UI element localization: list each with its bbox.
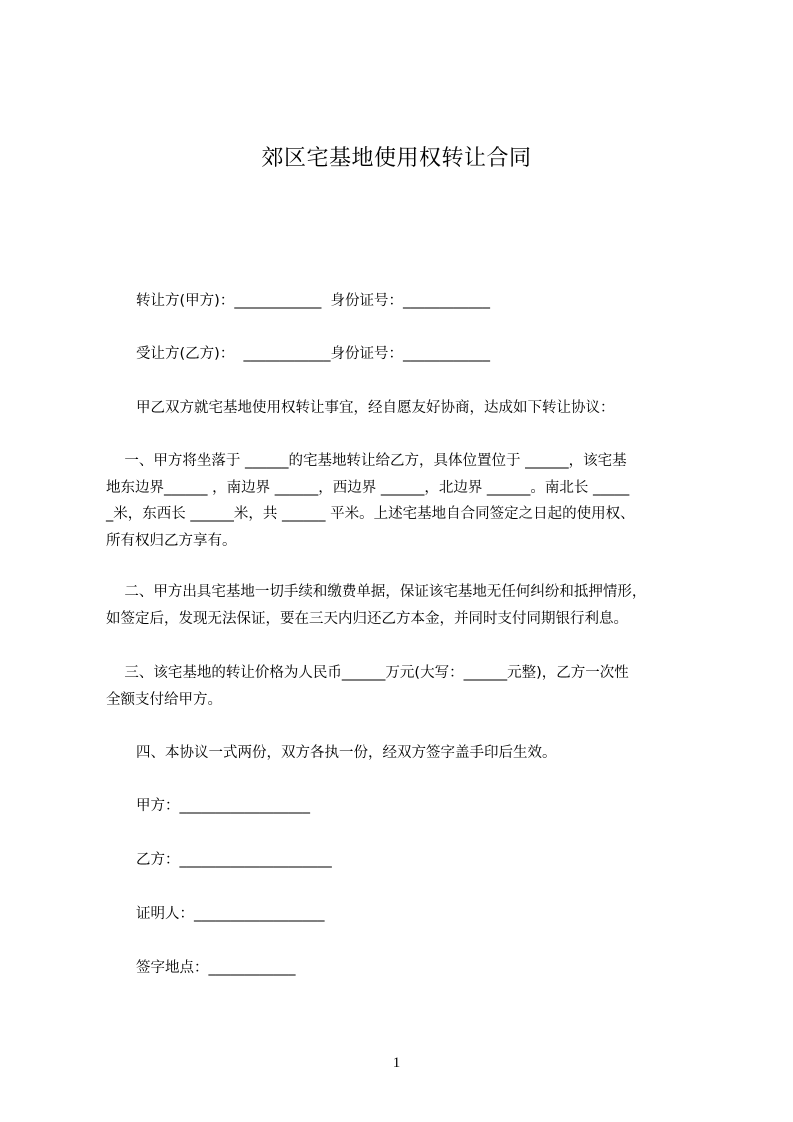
- clause-2-line: 二、甲方出具宅基地一切手续和缴费单据，保证该宅基地无任何纠纷和抵押情形，: [106, 584, 647, 600]
- clause-3: [106, 660, 702, 713]
- party-b-line: 受让方(乙方)： ____________身份证号：____________: [136, 346, 491, 362]
- clause-3-line: 三、该宅基地的转让价格为人民币______万元(大写：______元整)，乙方一次性: [106, 665, 629, 681]
- clause-1-line: 地东边界______ ，南边界 ______，西边界 ______，北边界 ______。南北长 _____: [106, 479, 630, 496]
- clause-2: [106, 579, 702, 632]
- clause-1-line: 一、甲方将坐落于 ______的宅基地转让给乙方，具体位置位于 ______，该宅基: [106, 453, 627, 469]
- clause-1-line: 所有权归乙方享有。: [106, 532, 237, 549]
- signature-party-b: 乙方：_____________________: [136, 852, 332, 868]
- clause-3-line: 全额支付给甲方。: [106, 691, 222, 708]
- signature-place: 签字地点：____________: [136, 960, 296, 976]
- preamble: 甲乙双方就宅基地使用权转让事宜，经自愿友好协商，达成如下转让协议：: [136, 400, 615, 416]
- signature-witness: 证明人：__________________: [136, 906, 325, 922]
- signature-party-a: 甲方：__________________: [136, 798, 310, 814]
- party-a-line: 转让方(甲方)：____________ 身份证号：____________: [136, 293, 491, 309]
- clause-1-line: _米，东西长 ______米，共 ______ 平米。上述宅基地自合同签定之日起的使用权、: [106, 506, 635, 522]
- clause-4: 四、本协议一式两份，双方各执一份，经双方签字盖手印后生效。: [136, 745, 557, 761]
- clause-2-line: 如签定后，发现无法保证，要在三天内归还乙方本金，并同时支付同期银行利息。: [106, 610, 628, 627]
- clause-1: [106, 448, 702, 554]
- document-title: 郊区宅基地使用权转让合同: [261, 146, 532, 171]
- page-number: 1: [392, 1055, 401, 1071]
